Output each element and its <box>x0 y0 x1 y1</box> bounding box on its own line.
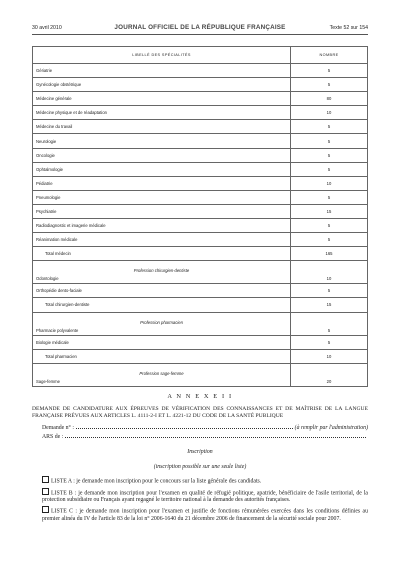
table-row <box>33 78 368 92</box>
total-count: 15 <box>291 298 368 312</box>
option-label: LISTE B : <box>51 490 77 497</box>
ars-field[interactable] <box>65 432 366 438</box>
total-count: 10 <box>291 349 368 363</box>
specialty-label: Pédiatrie <box>33 176 291 190</box>
demande-note: (à remplir par l'administration) <box>294 425 368 432</box>
specialty-label: Gériatrie <box>33 64 291 78</box>
table-row <box>33 106 368 120</box>
specialty-label: Radiodiagnostic et imagerie médicale <box>33 219 291 233</box>
specialty-label: Pneumologie <box>33 190 291 204</box>
table-row <box>33 176 368 190</box>
table-row <box>33 363 368 386</box>
demande-number-line <box>32 423 368 432</box>
demande-label: Demande n° : <box>42 425 74 432</box>
liste-b-checkbox[interactable] <box>42 488 49 495</box>
total-row-dentist <box>33 298 368 312</box>
specialty-label: Ophtalmologie <box>33 162 291 176</box>
specialty-count: 20 <box>291 363 368 386</box>
specialty-count: 5 <box>291 312 368 335</box>
specialty-label: Pharmacie polyvalente <box>36 327 79 333</box>
option-liste-c <box>32 506 368 523</box>
specialty-count: 5 <box>291 284 368 298</box>
annex-heading: DEMANDE DE CANDIDATURE AUX ÉPREUVES DE VÉRIFICATION DES CONNAISSANCES ET DE MAÎTRISE DE LA LANGUE FRANÇAISE PRÉVUES AUX ARTICLES L. 4111-2-I ET L. 4221-12 DU CODE DE LA SANTÉ PUBLIQUE <box>32 406 368 419</box>
table-row <box>33 233 368 247</box>
liste-a-checkbox[interactable] <box>42 476 49 483</box>
specialty-count: 10 <box>291 261 368 284</box>
specialty-count: 5 <box>291 219 368 233</box>
table-row <box>33 190 368 204</box>
option-label: LISTE C : <box>51 508 78 515</box>
option-liste-b <box>32 488 368 505</box>
header-date: 30 avril 2010 <box>32 25 62 31</box>
specialty-label: Médecine générale <box>33 92 291 106</box>
specialty-label: Réanimation médicale <box>33 233 291 247</box>
specialty-label: Médecine du travail <box>33 120 291 134</box>
ars-line <box>32 432 368 441</box>
total-row-medecin <box>33 247 368 261</box>
specialty-count: 5 <box>291 64 368 78</box>
specialty-count: 5 <box>291 162 368 176</box>
column-header-label: LIBELLÉ DES SPÉCIALITÉS <box>33 47 291 64</box>
option-text: je demande mon inscription pour l'examen en qualité de réfugié politique, apatride, bénéficiaire de l'asile territorial, de la protection subsidiaire ou Français ayant regagné le territoire national à la demande des autorités françaises. <box>42 490 369 504</box>
option-text: je demande mon inscription pour le concours sur la liste générale des candidats. <box>76 478 262 485</box>
option-liste-a <box>32 476 368 486</box>
total-row-pharmacist <box>33 349 368 363</box>
table-row <box>33 120 368 134</box>
specialty-label: Gynécologie obstétrique <box>33 78 291 92</box>
table-row <box>33 162 368 176</box>
specialty-label: Oncologie <box>33 148 291 162</box>
specialties-table <box>32 46 368 387</box>
table-row <box>33 261 368 284</box>
specialty-label: Odontologie <box>36 276 59 282</box>
table-row <box>33 148 368 162</box>
table-row <box>33 284 368 298</box>
group-title-dentist: Profession chirurgien-dentiste <box>133 268 190 274</box>
page-header <box>32 24 368 35</box>
table-row <box>33 134 368 148</box>
specialty-count: 10 <box>291 176 368 190</box>
group-title-midwife: Profession sage-femme <box>139 370 184 376</box>
table-row <box>33 64 368 78</box>
total-label: Total chirurgien-dentiste <box>33 298 291 312</box>
specialty-label: Orthopédie dento-faciale <box>33 284 291 298</box>
total-count: 165 <box>291 247 368 261</box>
journal-title: JOURNAL OFFICIEL DE LA RÉPUBLIQUE FRANÇAISE <box>114 24 286 31</box>
annex-section <box>32 393 368 525</box>
demande-number-field[interactable] <box>76 423 293 429</box>
table-row <box>33 335 368 349</box>
option-text: je demande mon inscription pour l'examen et justifie de fonctions rémunérées exercées dans les conditions définies au premier alinéa du IV de l'article 83 de la loi n° 2006-1640 du 21 décembre 2006 de financement de la sécurité sociale pour 2007. <box>42 508 369 522</box>
annex-title: A N N E X E I I <box>167 393 233 400</box>
total-label: Total médecin <box>33 247 291 261</box>
specialty-count: 5 <box>291 233 368 247</box>
page-reference: Texte 52 sur 154 <box>329 25 368 31</box>
specialty-count: 5 <box>291 335 368 349</box>
specialty-label: Neurologie <box>33 134 291 148</box>
specialty-count: 5 <box>291 78 368 92</box>
specialty-count: 10 <box>291 106 368 120</box>
table-row <box>33 92 368 106</box>
specialty-count: 5 <box>291 120 368 134</box>
specialty-count: 5 <box>291 148 368 162</box>
inscription-title: Inscription <box>187 449 213 456</box>
inscription-note: (inscription possible sur une seule liste) <box>153 464 247 471</box>
specialty-label: Psychiatrie <box>33 204 291 218</box>
table-row <box>33 204 368 218</box>
specialty-label: Biologie médicale <box>33 335 291 349</box>
specialty-count: 15 <box>291 204 368 218</box>
column-header-count: NOMBRE <box>291 47 368 64</box>
specialty-label: Sage-femme <box>36 378 60 384</box>
table-header-row <box>33 47 368 64</box>
option-label: LISTE A : <box>51 478 75 485</box>
liste-c-checkbox[interactable] <box>42 506 49 513</box>
ars-label: ARS de : <box>42 434 64 441</box>
total-label: Total pharmacien <box>33 349 291 363</box>
specialty-count: 80 <box>291 92 368 106</box>
specialty-count: 5 <box>291 190 368 204</box>
table-row <box>33 219 368 233</box>
specialty-label: Médecine physique et de réadaptation <box>33 106 291 120</box>
specialty-count: 5 <box>291 134 368 148</box>
group-title-pharmacist: Profession pharmacien <box>140 319 183 325</box>
table-row <box>33 312 368 335</box>
